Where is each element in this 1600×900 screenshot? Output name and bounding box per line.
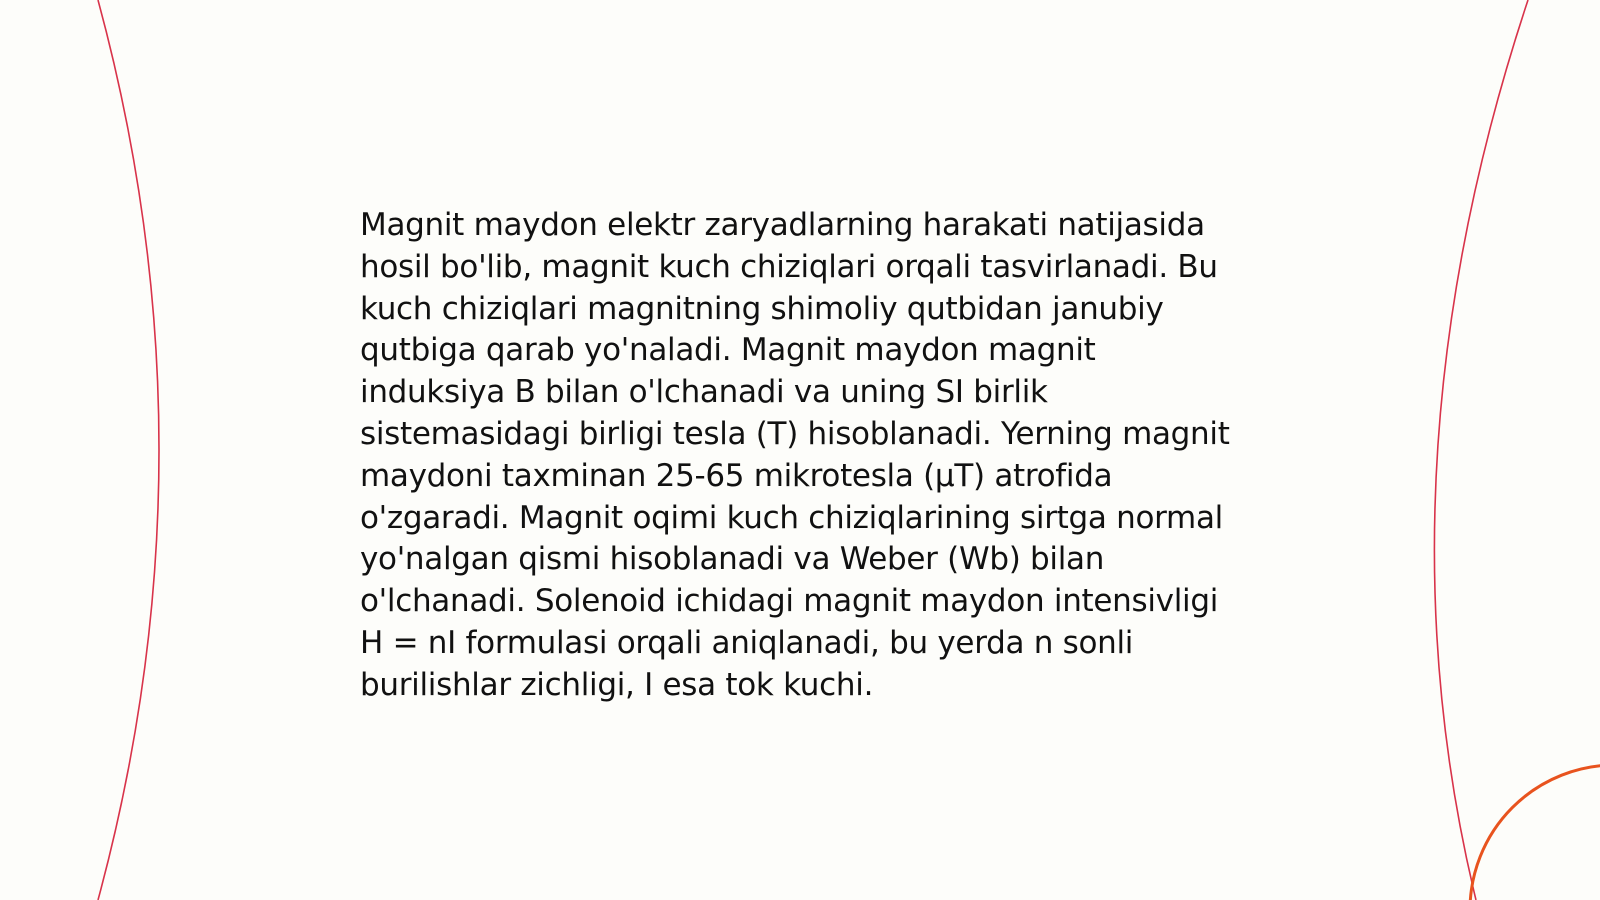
slide-body-text: Magnit maydon elektr zaryadlarning harakati natijasida hosil bo'lib, magnit kuch chiziqlari orqali tasvirlanadi. Bu kuch chiziqlari magnitning shimoliy qutbidan janubiy qutbiga qarab yo'naladi. Magnit maydon magnit induksiya B bilan o'lchanadi va uning SI birlik sistemasidagi birligi tesla (T) hisoblanadi. Yerning magnit maydoni taxminan 25-65 mikrotesla (μT) atrofida o'zgaradi. Magnit oqimi kuch chiziqlarining sirtga normal yo'nalgan qismi hisoblanadi va Weber (Wb) bilan o'lchanadi. Solenoid ichidagi magnit maydon intensivligi H = nI formulasi orqali aniqlanadi, bu yerda n sonli burilishlar zichligi, I esa tok kuchi.: [360, 207, 1230, 703]
right-arc-line: [1434, 0, 1528, 900]
left-arc-line: [98, 0, 159, 900]
orange-circle: [1470, 765, 1600, 900]
